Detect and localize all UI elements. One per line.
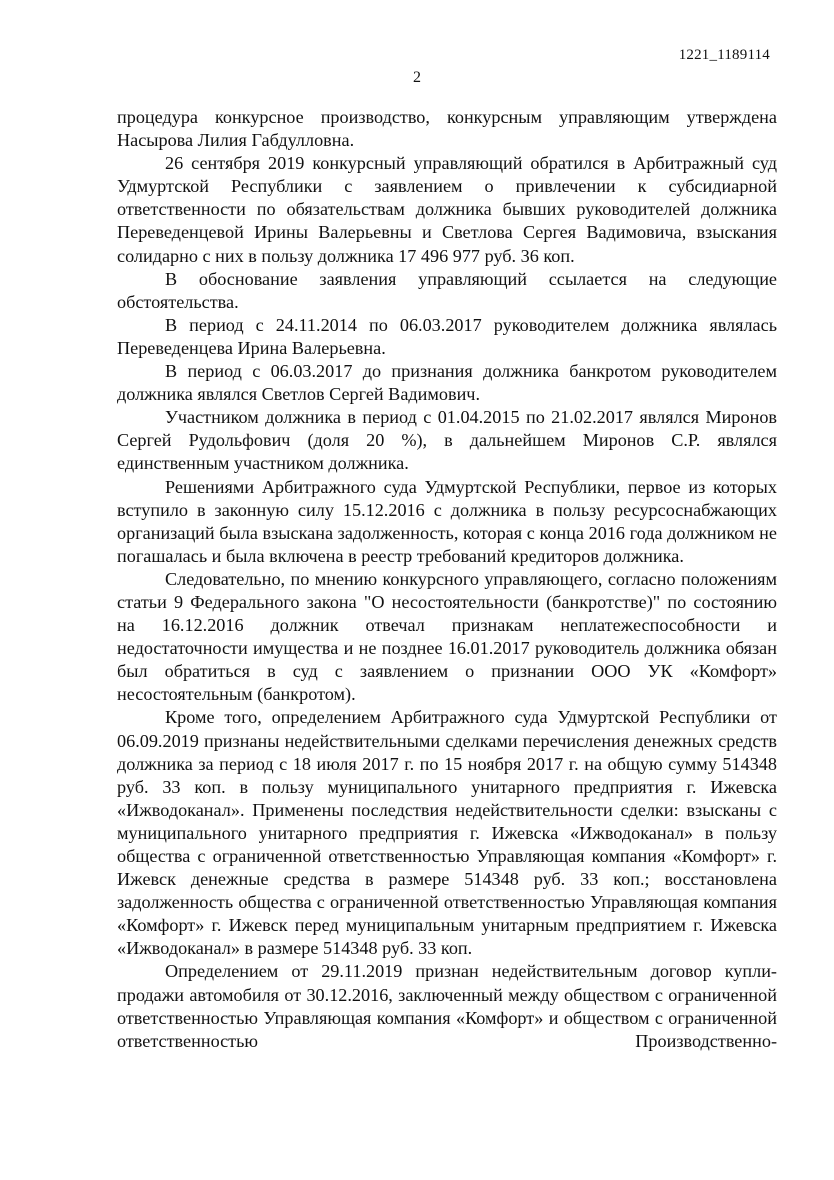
paragraph: процедура конкурсное производство, конкурсным управляющим утверждена Насырова Лилия Габдулловна. [117,107,777,151]
paragraph: Решениями Арбитражного суда Удмуртской Республики, первое из которых вступило в законную силу 15.12.2016 с должника в пользу ресурсоснабжающих организаций была взыскана задолженность, которая с конца 2016 года должником не погашалась и была включена в реестр требований кредиторов должника. [117,476,777,566]
paragraph: Следовательно, по мнению конкурсного управляющего, согласно положениям статьи 9 Федерального закона "О несостоятельности (банкротстве)" по состоянию на 16.12.2016 должник отвечал признакам неплатежеспособности и недостаточности имущества и не позднее 16.01.2017 руководитель должника обязан был обратиться в суд с заявлением о признании ООО УК «Комфорт» несостоятельным (банкротом). [117,568,777,705]
paragraph: Кроме того, определением Арбитражного суда Удмуртской Республики от 06.09.2019 признаны недействительными сделками перечисления денежных средств должника за период с 18 июля 2017 г. по 15 ноября 2017 г. на общую сумму 514348 руб. 33 коп. в пользу муниципального унитарного предприятия г. Ижевска «Ижводоканал». Применены последствия недействительности сделки: взысканы с муниципального унитарного предприятия г. Ижевска «Ижводоканал» в пользу общества с ограниченной ответственностью Управляющая компания «Комфорт» г. Ижевск денежные средства в размере 514348 руб. 33 коп.; восстановлена задолженность общества с ограниченной ответственностью Управляющая компания «Комфорт» г. Ижевск перед муниципальным унитарным предприятием г. Ижевска «Ижводоканал» в размере 514348 руб. 33 коп. [117,707,777,959]
paragraph: В период с 24.11.2014 по 06.03.2017 руководителем должника являлась Переведенцева Ирина Валерьевна. [117,314,777,358]
paragraph: В обоснование заявления управляющий ссылается на следующие обстоятельства. [117,268,777,312]
paragraph: 26 сентября 2019 конкурсный управляющий обратился в Арбитражный суд Удмуртской Республики с заявлением о привлечении к субсидиарной ответственности по обязательствам должника бывших руководителей должника Переведенцевой Ирины Валерьевны и Светлова Сергея Вадимовича, взыскания солидарно с них в пользу должника 17 496 977 руб. 36 коп. [117,153,777,266]
paragraph: В период с 06.03.2017 до признания должника банкротом руководителем должника являлся Светлов Сергей Вадимович. [117,361,777,405]
paragraph: Определением от 29.11.2019 признан недействительным договор купли-продажи автомобиля от 30.12.2016, заключенный между обществом с ограниченной ответственностью Управляющая компания «Комфорт» и обществом с ограниченной ответственностью Производственно- [117,961,777,1051]
page-number: 2 [413,69,421,86]
document-body [117,106,777,1053]
document-id: 1221_1189114 [678,47,770,63]
paragraph: Участником должника в период с 01.04.2015 по 21.02.2017 являлся Миронов Сергей Рудольфович (доля 20 %), в дальнейшем Миронов С.Р. являлся единственным участником должника. [117,407,777,474]
